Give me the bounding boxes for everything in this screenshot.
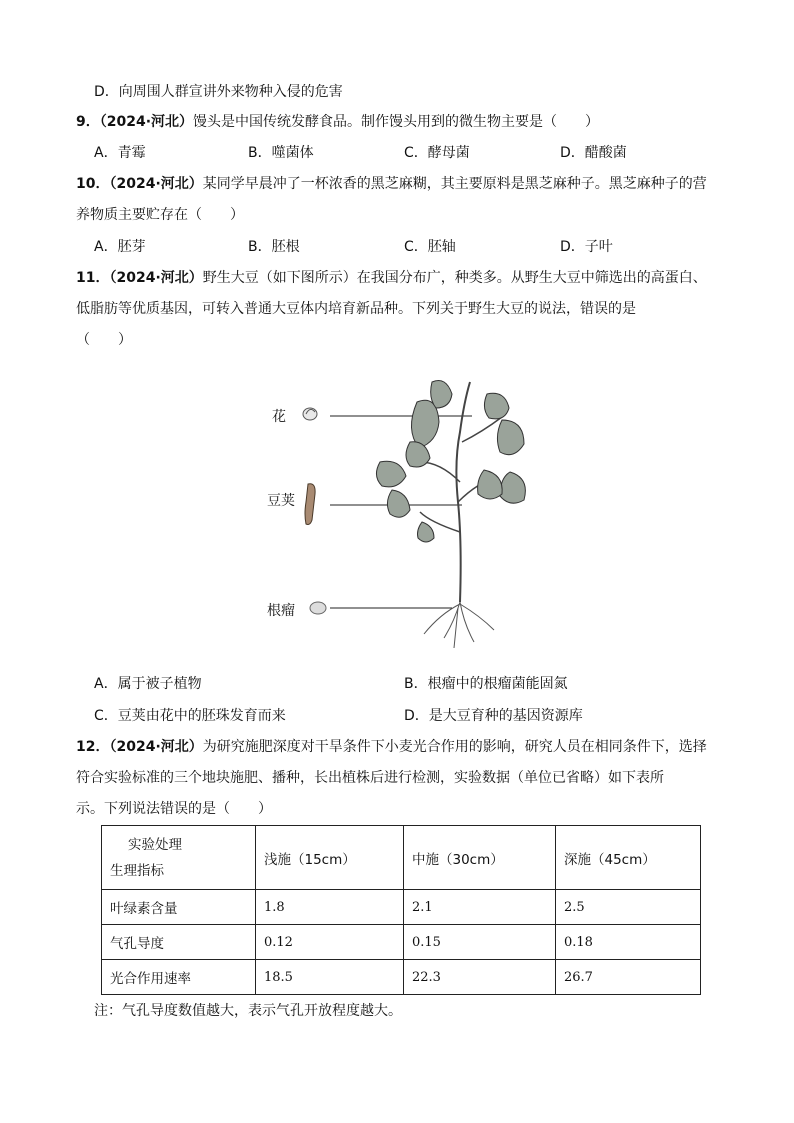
- q8-option-d: D．向周围人群宣讲外来物种入侵的危害: [94, 84, 343, 100]
- row-label: 叶绿素含量: [102, 890, 256, 925]
- q9-option-a: A．青霉: [94, 145, 146, 161]
- nodule-icon: [310, 602, 326, 614]
- q10-stem-line2: 养物质主要贮存在（ ）: [76, 207, 244, 223]
- leaf: [411, 400, 439, 448]
- pod-label: 豆荚: [267, 493, 295, 509]
- q12-stem-line3: 示。下列说法错误的是（ ）: [76, 801, 272, 817]
- q9-stem-text: 馒头是中国传统发酵食品。制作馒头用到的微生物主要是（ ）: [193, 114, 600, 130]
- pod-icon: [305, 484, 315, 525]
- q10-number: 10．: [76, 176, 110, 192]
- nodule-label: 根瘤: [267, 603, 295, 619]
- q10-option-a: A．胚芽: [94, 239, 146, 255]
- q12-stem-text: 为研究施肥深度对干旱条件下小麦光合作用的影响，研究人员在相同条件下，选择: [202, 739, 707, 755]
- q11-option-d: D．是大豆育种的基因资源库: [404, 708, 583, 724]
- table-cell: 22.3: [404, 960, 556, 995]
- soybean-plant-illustration: [262, 372, 532, 652]
- q9-source: （2024·河北）: [99, 114, 194, 130]
- soybean-figure: [262, 372, 532, 652]
- column-header: 浅施（15cm）: [256, 826, 404, 890]
- q9-option-d: D．醋酸菌: [560, 145, 627, 161]
- q11-stem-text: 野生大豆（如下图所示）在我国分布广，种类多。从野生大豆中筛选出的高蛋白、: [202, 270, 707, 286]
- leaf: [406, 442, 430, 467]
- table-cell: 0.12: [256, 925, 404, 960]
- leaf: [431, 381, 452, 409]
- table-cell: 1.8: [256, 890, 404, 925]
- q12-data-table: [101, 825, 701, 995]
- leaf: [418, 522, 435, 542]
- column-header: 中施（30cm）: [404, 826, 556, 890]
- q12-source: （2024·河北）: [109, 739, 203, 755]
- q10-stem-line1: [76, 174, 707, 194]
- leaf: [478, 470, 503, 499]
- leaf: [376, 461, 406, 487]
- corner-top-label: 实验处理: [128, 836, 182, 853]
- q11-stem-line1: [76, 268, 707, 288]
- table-cell: 0.18: [556, 925, 701, 960]
- q10-option-b: B．胚根: [248, 239, 300, 255]
- q10-source: （2024·河北）: [109, 176, 203, 192]
- q11-stem-line2: 低脂肪等优质基因，可转入普通大豆体内培育新品种。下列关于野生大豆的说法，错误的是: [76, 301, 636, 317]
- q11-option-c: C．豆荚由花中的胚珠发育而来: [94, 708, 286, 724]
- q11-option-a: A．属于被子植物: [94, 676, 202, 692]
- q9-number: 9．: [76, 114, 100, 130]
- flower-icon: [303, 408, 317, 420]
- q11-stem-line3: （ ）: [76, 332, 132, 348]
- leaf: [484, 393, 509, 419]
- q12-stem-line1: [76, 737, 707, 757]
- row-label: 气孔导度: [102, 925, 256, 960]
- q9-stem: [76, 112, 599, 132]
- leaf: [497, 420, 524, 455]
- table-row: [102, 925, 701, 960]
- leaf: [500, 472, 525, 503]
- q10-option-d: D．子叶: [560, 239, 613, 255]
- row-label: 光合作用速率: [102, 960, 256, 995]
- q12-stem-line2: 符合实验标准的三个地块施肥、播种，长出植株后进行检测，实验数据（单位已省略）如下表所: [76, 770, 664, 786]
- q11-number: 11．: [76, 270, 110, 286]
- table-row: [102, 960, 701, 995]
- table-cell: 2.5: [556, 890, 701, 925]
- q11-source: （2024·河北）: [109, 270, 203, 286]
- q9-option-b: B．噬菌体: [248, 145, 314, 161]
- flower-label: 花: [272, 409, 286, 425]
- table-header-row: [102, 826, 701, 890]
- table-cell: 26.7: [556, 960, 701, 995]
- corner-bottom-label: 生理指标: [110, 862, 164, 879]
- leaf: [387, 490, 410, 517]
- q10-stem-text: 某同学早晨冲了一杯浓香的黑芝麻糊，其主要原料是黑芝麻种子。黑芝麻种子的营: [202, 176, 707, 192]
- table-cell: 18.5: [256, 960, 404, 995]
- q11-option-b: B．根瘤中的根瘤菌能固氮: [404, 676, 568, 692]
- q9-option-c: C．酵母菌: [404, 145, 470, 161]
- column-header: 深施（45cm）: [556, 826, 701, 890]
- q12-table-note: 注：气孔导度数值越大，表示气孔开放程度越大。: [94, 1003, 402, 1019]
- table-row: [102, 890, 701, 925]
- q12-number: 12．: [76, 739, 110, 755]
- table-corner-cell: [102, 826, 256, 890]
- table-cell: 0.15: [404, 925, 556, 960]
- q10-option-c: C．胚轴: [404, 239, 456, 255]
- table-cell: 2.1: [404, 890, 556, 925]
